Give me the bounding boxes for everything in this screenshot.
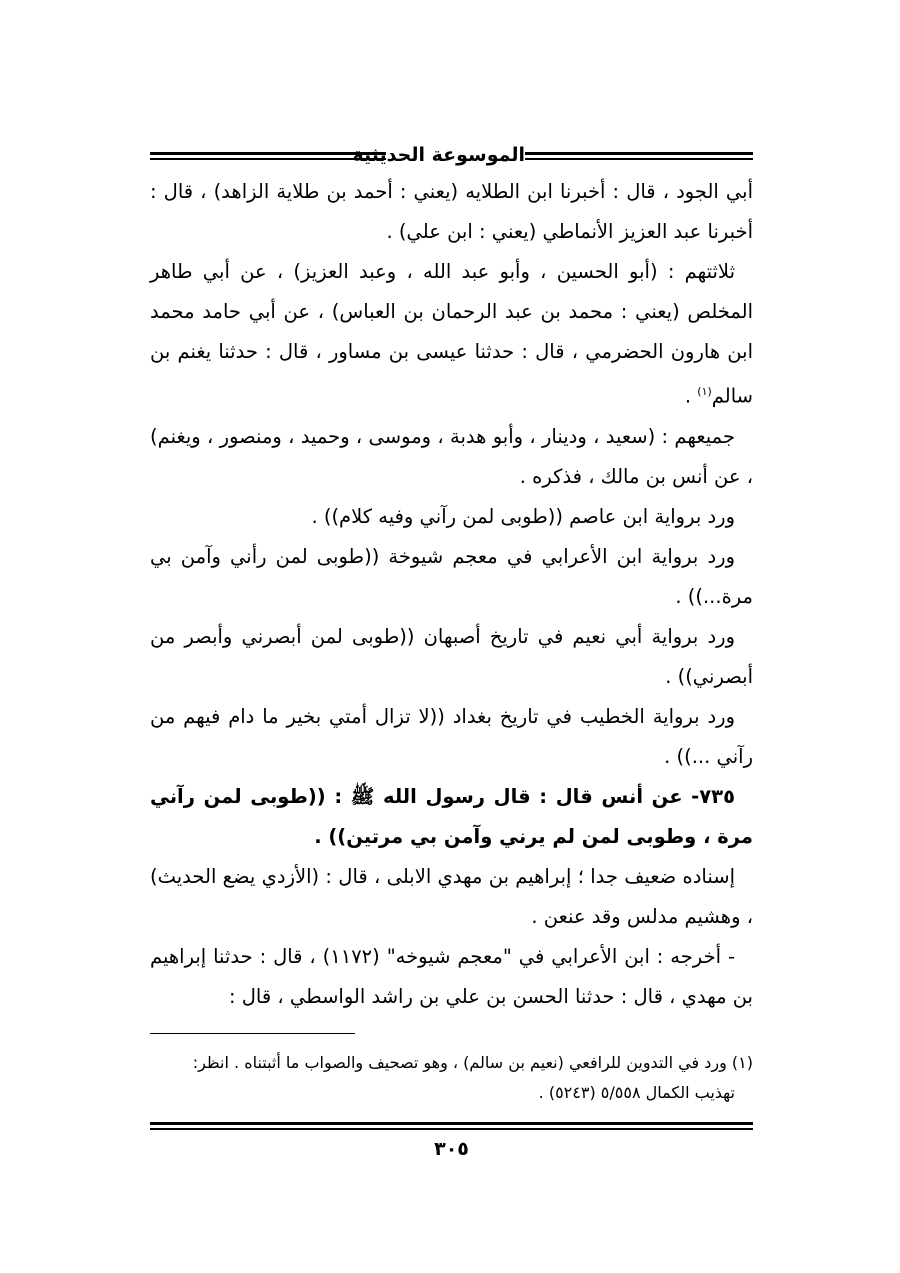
- footnotes: [150, 1048, 753, 1108]
- paragraph-5: ورد برواية ابن الأعرابي في معجم شيوخة ((طوبى لمن رأني وآمن بي مرة...)) .: [150, 544, 753, 608]
- footer-rule: [150, 1122, 753, 1130]
- header-rule-right: [525, 152, 753, 160]
- paragraph-4: ورد برواية ابن عاصم ((طوبى لمن رآني وفيه كلام)) .: [311, 504, 735, 528]
- footnote-separator: [150, 1033, 355, 1034]
- paragraph-2: [150, 252, 753, 417]
- footnote-1: (١) ورد في التدوين للرافعي (نعيم بن سالم) ، وهو تصحيف والصواب ما أثبتناه . انظر:: [192, 1053, 753, 1072]
- header-rule-left: [150, 152, 386, 160]
- paragraph-2-text: ثلاثتهم : (أبو الحسين ، وأبو عبد الله ، وعبد العزيز) ، عن أبي طاهر المخلص (يعني : محمد بن عبد الرحمان بن العباس) ، عن أبي حامد محمد ابن هارون الحضرمي ، قال : حدثنا عيسى بن مساور ، قال : حدثنا يغنم بن سالم: [150, 260, 753, 408]
- paragraph-2-end: .: [684, 384, 698, 408]
- paragraph-7: ورد برواية الخطيب في تاريخ بغداد ((لا تزال أمتي بخير ما دام فيهم من رآني ...)) .: [150, 704, 753, 768]
- paragraph-6: ورد برواية أبي نعيم في تاريخ أصبهان ((طوبى لمن أبصرني وأبصر من أبصرني)) .: [150, 624, 753, 688]
- running-header: [150, 142, 753, 172]
- main-text: [150, 172, 753, 1017]
- paragraph-1: أبي الجود ، قال : أخبرنا ابن الطلايه (يعني : أحمد بن طلاية الزاهد) ، قال : أخبرنا عبد العزيز الأنماطي (يعني : ابن علي) .: [150, 180, 753, 243]
- hadith-735: ٧٣٥- عن أنس قال : قال رسول الله ﷺ : ((طوبى لمن رآني مرة ، وطوبى لمن لم يرني وآمن بي مرتين)) .: [150, 784, 753, 848]
- header-title: الموسوعة الحديثية: [352, 144, 525, 166]
- page-number: ٣٠٥: [434, 1138, 469, 1160]
- paragraph-3: جميعهم : (سعيد ، ودينار ، وأبو هدبة ، وموسى ، وحميد ، ومنصور ، ويغنم) ، عن أنس بن مالك ، فذكره .: [150, 424, 753, 488]
- document-page: [150, 0, 753, 1273]
- paragraph-isnad: إسناده ضعيف جدا ؛ إبراهيم بن مهدي الابلى ، قال : (الأزدي يضع الحديث) ، وهشيم مدلس وقد عنعن .: [150, 864, 753, 928]
- paragraph-takhrij: - أخرجه : ابن الأعرابي في "معجم شيوخه" (١١٧٢) ، قال : حدثنا إبراهيم بن مهدي ، قال : حدثنا الحسن بن علي بن راشد الواسطي ، قال :: [150, 944, 753, 1008]
- footnote-ref: (١): [697, 385, 712, 398]
- footnote-1-continued: تهذيب الكمال ٥/٥٥٨ (٥٢٤٣) .: [538, 1083, 735, 1102]
